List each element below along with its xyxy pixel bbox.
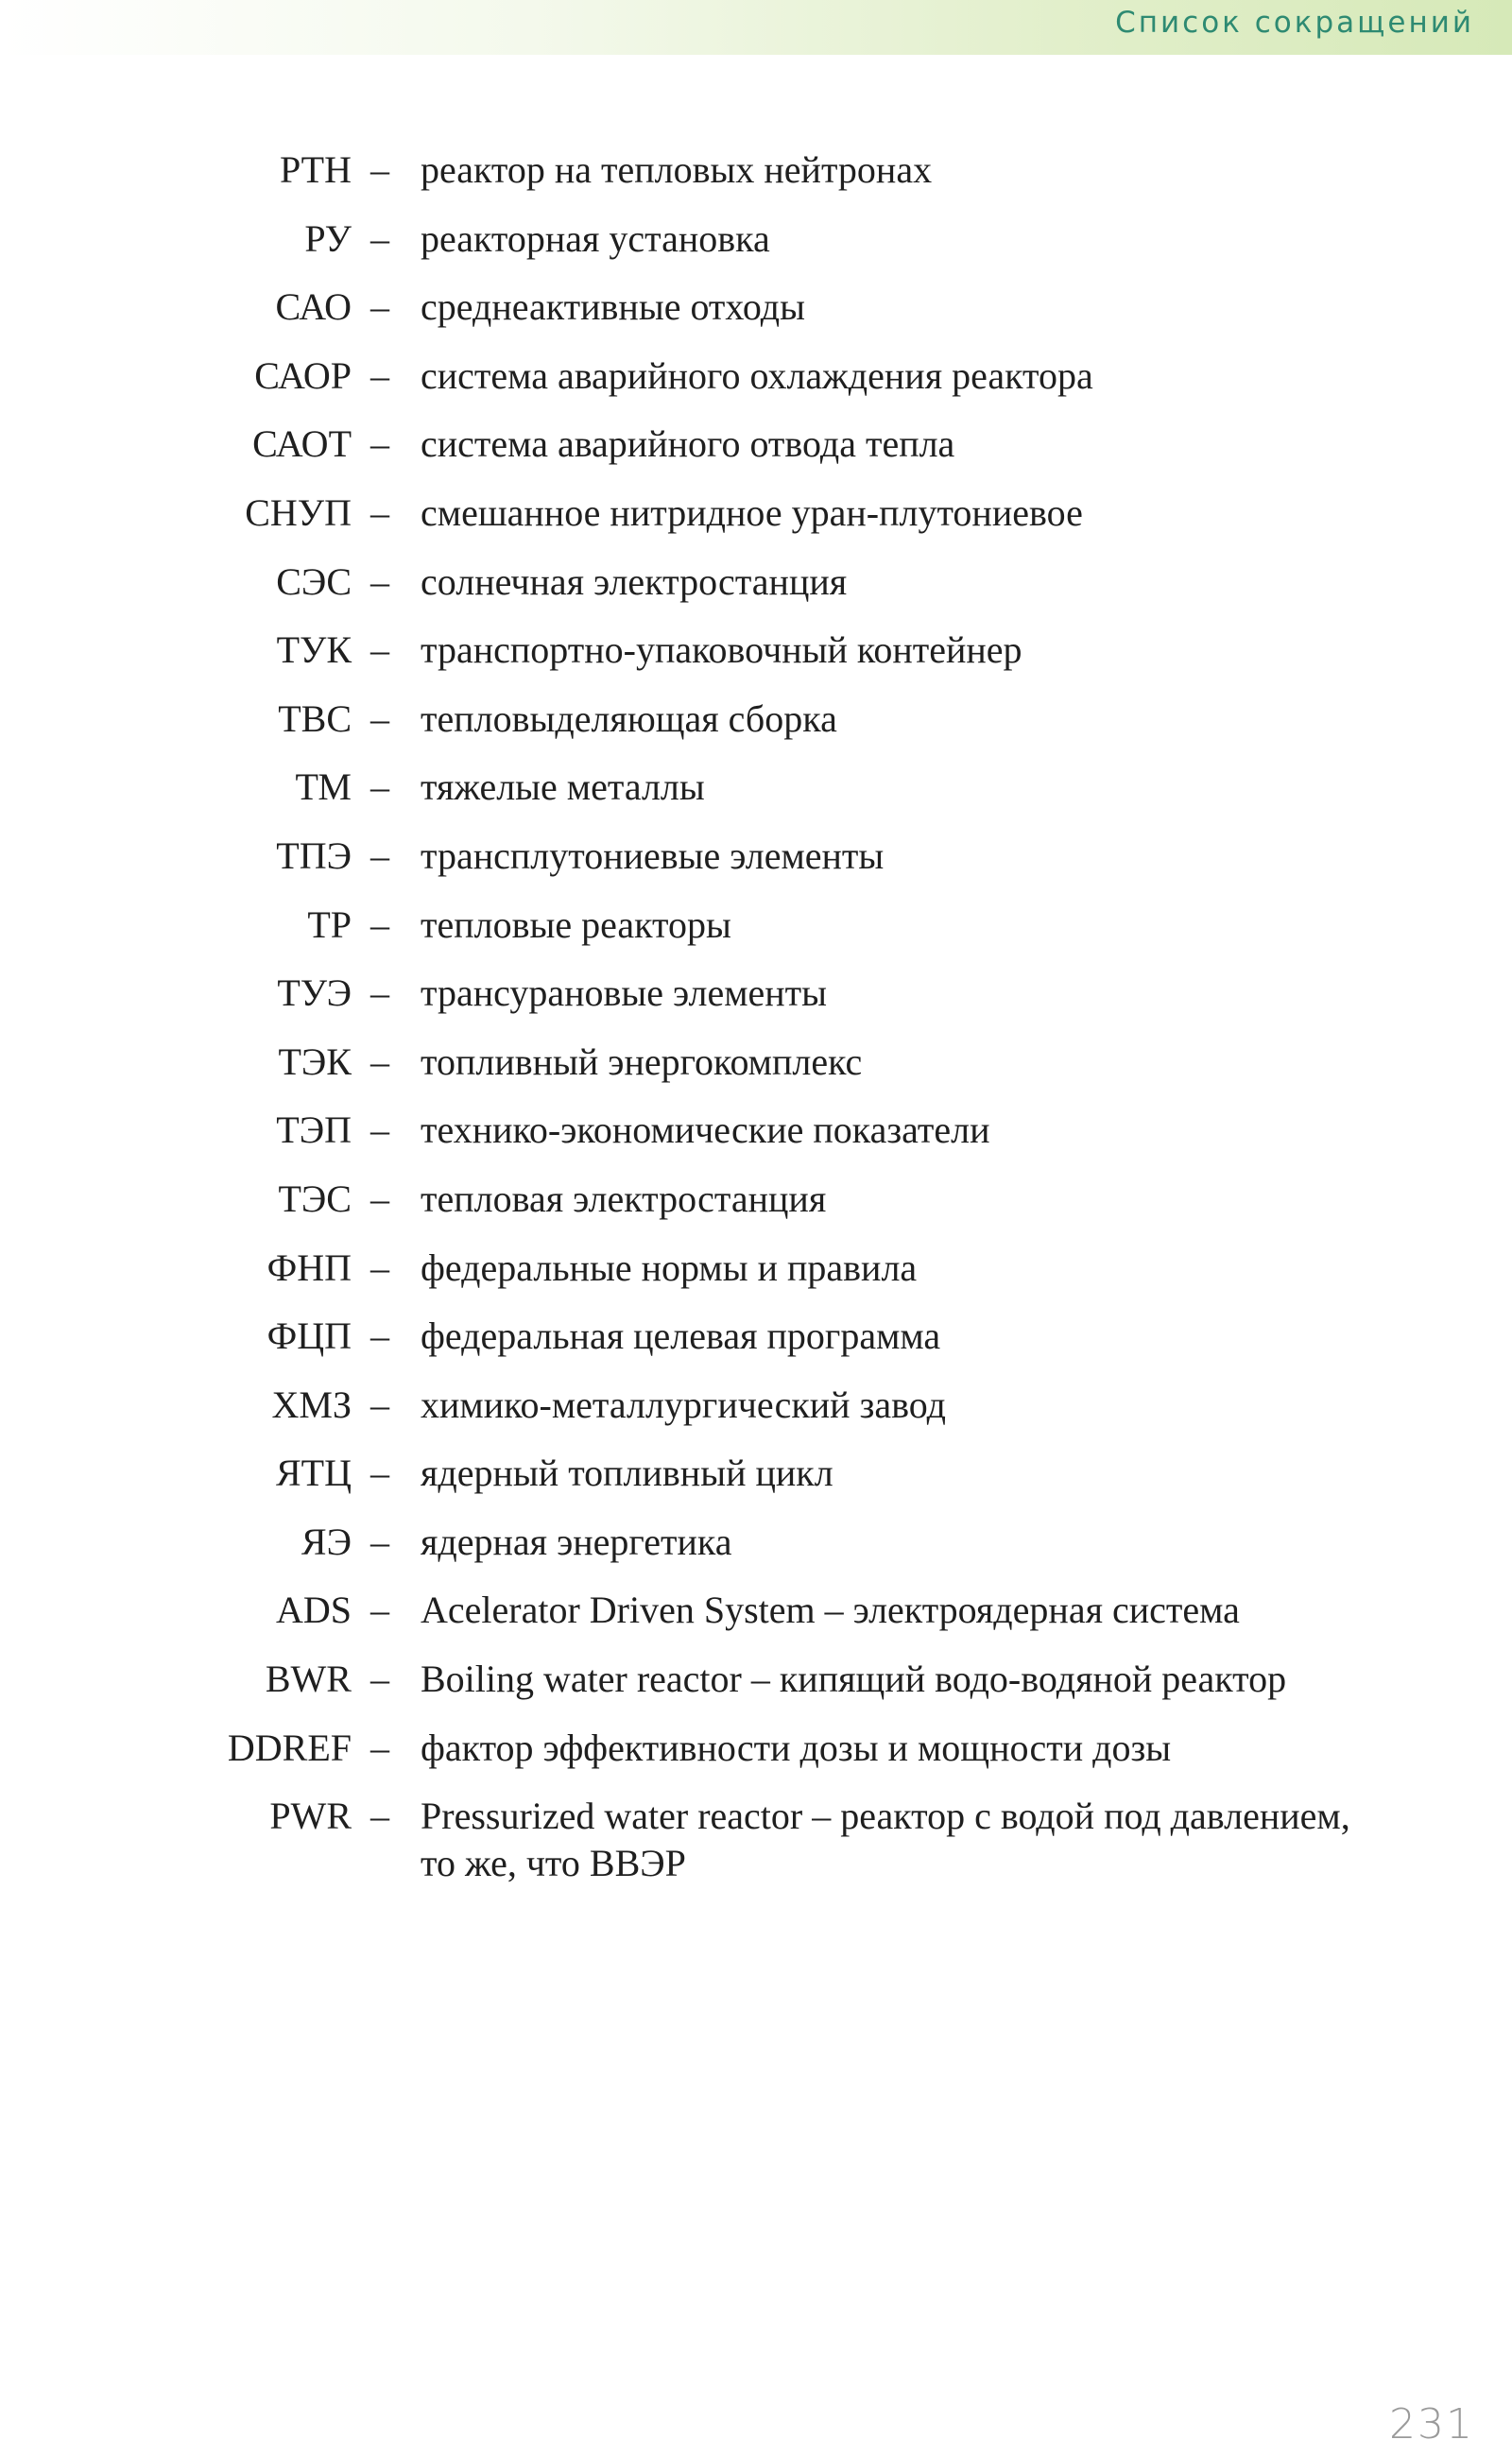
abbreviation-definition: система аварийного охлаждения реактора <box>421 353 1093 397</box>
page-number: 231 <box>1389 2400 1474 2448</box>
abbreviation-dash: – <box>370 765 389 809</box>
abbreviation-term: PWR <box>269 1795 352 1838</box>
abbreviation-dash: – <box>370 1795 389 1838</box>
abbreviation-term: РУ <box>304 216 352 260</box>
abbreviation-dash: – <box>370 1589 389 1632</box>
abbreviation-term: ТР <box>307 902 352 946</box>
abbreviation-dash: – <box>370 971 389 1015</box>
abbreviation-dash: – <box>370 1040 389 1083</box>
abbreviation-dash: – <box>370 1726 389 1769</box>
abbreviation-term: ФНП <box>266 1246 352 1289</box>
abbreviation-row <box>0 833 1512 902</box>
abbreviation-row <box>0 970 1512 1039</box>
abbreviation-row <box>0 284 1512 352</box>
abbreviation-row <box>0 902 1512 971</box>
abbreviation-row <box>0 696 1512 765</box>
abbreviation-dash: – <box>370 353 389 397</box>
abbreviation-dash: – <box>370 1383 389 1426</box>
abbreviation-definition: тепловая электростанция <box>421 1177 827 1220</box>
abbreviation-dash: – <box>370 1314 389 1358</box>
abbreviation-term: ТЭП <box>276 1108 352 1152</box>
abbreviation-definition: реакторная установка <box>421 216 770 260</box>
abbreviation-term: ТПЭ <box>276 833 352 877</box>
abbreviation-term: ТУЭ <box>277 971 352 1015</box>
abbreviation-term: BWR <box>265 1658 352 1701</box>
abbreviation-term: РТН <box>279 148 352 191</box>
header-band <box>0 0 1512 55</box>
abbreviation-term: САО <box>275 285 352 329</box>
abbreviation-dash: – <box>370 1520 389 1563</box>
abbreviation-definition: трансурановые элементы <box>421 971 828 1015</box>
abbreviation-term: СНУП <box>245 490 352 534</box>
running-header-title: Список сокращений <box>1115 6 1474 40</box>
abbreviation-definition: смешанное нитридное уран-плутониевое <box>421 490 1083 534</box>
abbreviation-term: САОТ <box>252 422 352 466</box>
abbreviation-row <box>0 1587 1512 1656</box>
abbreviation-term: САОР <box>254 353 352 397</box>
abbreviation-definition: тепловыделяющая сборка <box>421 696 837 740</box>
abbreviation-dash: – <box>370 902 389 946</box>
abbreviation-definition: федеральные нормы и правила <box>421 1246 918 1289</box>
abbreviation-row <box>0 146 1512 215</box>
abbreviation-term: ADS <box>275 1589 352 1632</box>
abbreviation-row <box>0 558 1512 627</box>
abbreviation-list <box>0 146 1512 1887</box>
abbreviation-definition: транспортно-упаковочный контейнер <box>421 628 1022 672</box>
abbreviation-dash: – <box>370 216 389 260</box>
abbreviation-term: ТУК <box>276 628 352 672</box>
abbreviation-row <box>0 1107 1512 1176</box>
abbreviation-row <box>0 1450 1512 1519</box>
abbreviation-definition: Boiling water reactor – кипящий водо-водяной реактор <box>421 1658 1287 1701</box>
abbreviation-term: ЯЭ <box>301 1520 352 1563</box>
abbreviation-row <box>0 1382 1512 1451</box>
abbreviation-dash: – <box>370 1246 389 1289</box>
abbreviation-definition: система аварийного отвода тепла <box>421 422 955 466</box>
abbreviation-row <box>0 1176 1512 1245</box>
abbreviation-definition: фактор эффективности дозы и мощности дозы <box>421 1726 1172 1769</box>
abbreviation-row <box>0 352 1512 421</box>
abbreviation-dash: – <box>370 285 389 329</box>
abbreviation-dash: – <box>370 422 389 466</box>
abbreviation-row <box>0 1245 1512 1314</box>
abbreviation-row <box>0 1313 1512 1382</box>
abbreviation-term: ТЭК <box>278 1040 352 1083</box>
abbreviation-dash: – <box>370 1108 389 1152</box>
abbreviation-dash: – <box>370 1658 389 1701</box>
abbreviation-term: DDREF <box>227 1726 352 1769</box>
abbreviation-row <box>0 490 1512 558</box>
abbreviation-dash: – <box>370 1177 389 1220</box>
abbreviation-definition: тепловые реакторы <box>421 902 731 946</box>
abbreviation-term: СЭС <box>276 559 352 603</box>
abbreviation-definition: реактор на тепловых нейтронах <box>421 148 933 191</box>
abbreviation-dash: – <box>370 148 389 191</box>
abbreviation-row <box>0 764 1512 833</box>
abbreviation-dash: – <box>370 833 389 877</box>
abbreviation-dash: – <box>370 559 389 603</box>
abbreviation-dash: – <box>370 1452 389 1495</box>
abbreviation-dash: – <box>370 490 389 534</box>
abbreviation-definition: ядерная энергетика <box>421 1520 732 1563</box>
abbreviation-definition: тяжелые металлы <box>421 765 705 809</box>
abbreviation-row <box>0 421 1512 490</box>
abbreviation-row <box>0 627 1512 696</box>
abbreviation-term: ХМЗ <box>271 1383 352 1426</box>
abbreviation-term: ТМ <box>295 765 352 809</box>
abbreviation-term: ФЦП <box>266 1314 352 1358</box>
abbreviation-row <box>0 1519 1512 1588</box>
abbreviation-dash: – <box>370 628 389 672</box>
abbreviation-row <box>0 1725 1512 1794</box>
abbreviation-definition: Pressurized water reactor – реактор с водой под давлением, то же, что ВВЭР <box>421 1795 1350 1885</box>
abbreviation-term: ЯТЦ <box>276 1452 352 1495</box>
abbreviation-definition: Acelerator Driven System – электроядерная система <box>421 1589 1240 1632</box>
abbreviation-term: ТЭС <box>278 1177 352 1220</box>
abbreviation-row <box>0 1793 1512 1887</box>
abbreviation-term: ТВС <box>278 696 352 740</box>
abbreviation-definition: ядерный топливный цикл <box>421 1452 833 1495</box>
abbreviation-definition: федеральная целевая программа <box>421 1314 941 1358</box>
abbreviation-row <box>0 1656 1512 1725</box>
abbreviation-row <box>0 1039 1512 1108</box>
abbreviation-definition: трансплутониевые элементы <box>421 833 885 877</box>
abbreviation-definition: среднеактивные отходы <box>421 285 805 329</box>
abbreviation-definition: топливный энергокомплекс <box>421 1040 863 1083</box>
abbreviation-definition: технико-экономические показатели <box>421 1108 990 1152</box>
abbreviation-row <box>0 215 1512 284</box>
abbreviation-dash: – <box>370 696 389 740</box>
abbreviation-definition: химико-металлургический завод <box>421 1383 946 1426</box>
abbreviation-definition: солнечная электростанция <box>421 559 848 603</box>
